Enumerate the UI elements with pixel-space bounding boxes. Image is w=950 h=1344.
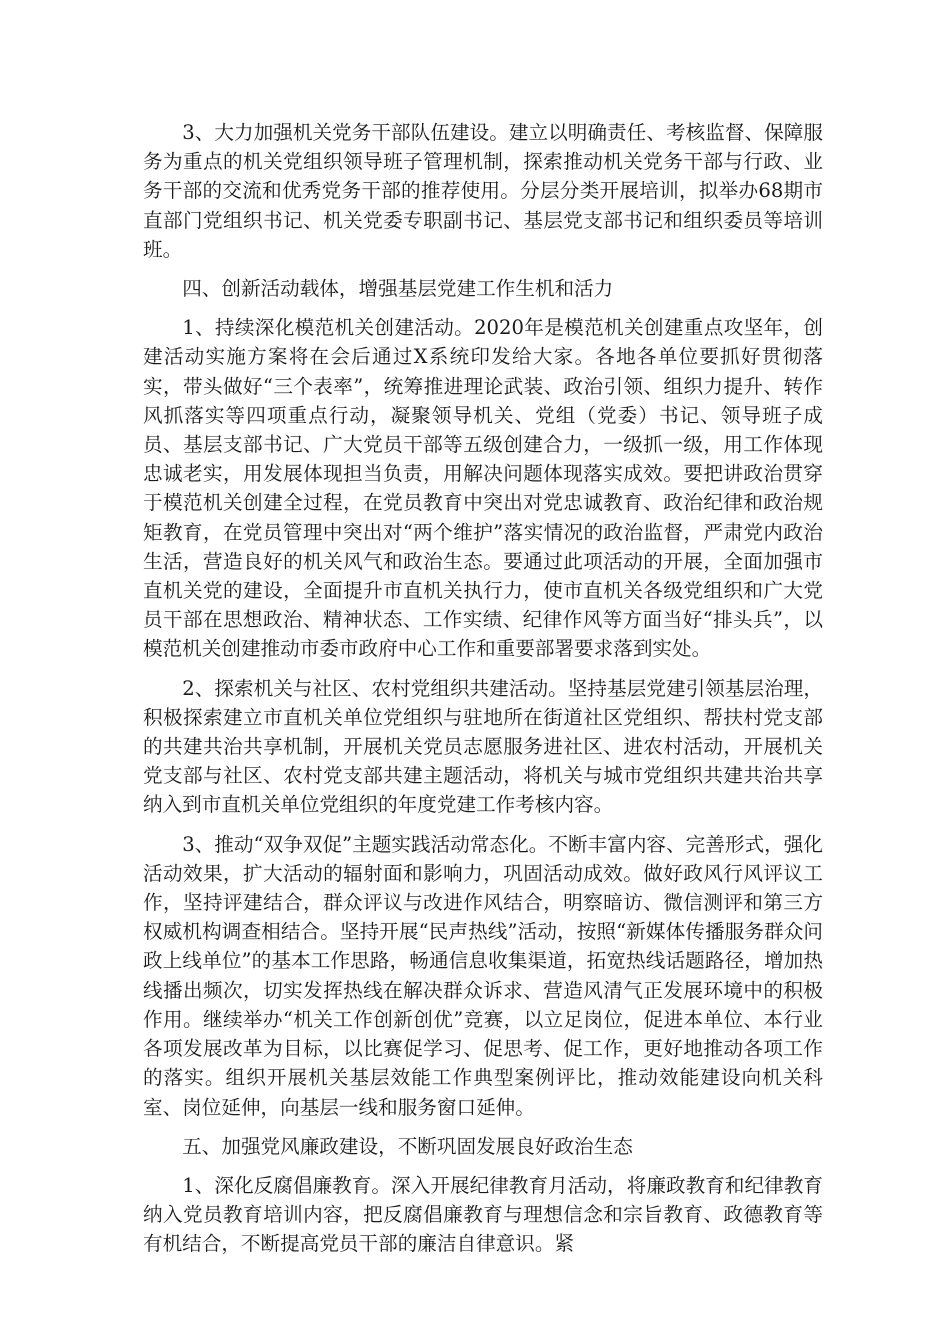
paragraph-3-shuangzheng-shuangcu: 3、推动“双争双促”主题实践活动常态化。不断丰富内容、完善形式，强化活动效果，扩大活动的辐射面和影响力，巩固活动成效。做好政风行风评议工作，坚持评建结合，群众评议与改进作风结合，明察暗访、微信测评和第三方权威机构调查相结合。坚持开展“民声热线”活动，按照“新媒体传播服务群众问政上线单位”的基本工作思路，畅通信息收集渠道，拓宽热线话题路径，增加热线播出频次，切实发挥热线在解决群众诉求、营造风清气正发展环境中的积极作用。继续举办“机关工作创新创优”竞赛，以立足岗位，促进本单位、本行业各项发展改革为目标，以比赛促学习、促思考、促工作，更好地推动各项工作的落实。组织开展机关基层效能工作典型案例评比，推动效能建设向机关科室、岗位延伸，向基层一线和服务窗口延伸。 [143,832,823,1119]
paragraph-3-party-cadre-team: 3、大力加强机关党务干部队伍建设。建立以明确责任、考核监督、保障服务为重点的机关党组织领导班子管理机制，探索推动机关党务干部与行政、业务干部的交流和优秀党务干部的推荐使用。分层分类开展培训，拟举办68期市直部门党组织书记、机关党委专职副书记、基层党支部书记和组织委员等培训班。 [143,121,823,261]
paragraph-1-anti-corruption: 1、深化反腐倡廉教育。深入开展纪律教育月活动，将廉政教育和纪律教育纳入党员教育培训内容，把反腐倡廉教育与理想信念和宗旨教育、政德教育等有机结合，不断提高党员干部的廉洁自律意识。紧 [143,1173,823,1256]
paragraph-1-model-organ: 1、持续深化模范机关创建活动。2020年是模范机关创建重点攻坚年，创建活动实施方案将在会后通过X系统印发给大家。各地各单位要抓好贯彻落实，带头做好“三个表率”，统筹推进理论武装、政治引领、组织力提升、转作风抓落实等四项重点行动，凝聚领导机关、党组（党委）书记、领导班子成员、基层支部书记、广大党员干部等五级创建合力，一级抓一级，用工作体现忠诚老实，用发展体现担当负责，用解决问题体现落实成效。要把讲政治贯穿于模范机关创建全过程，在党员教育中突出对党忠诚教育、政治纪律和政治规矩教育，在党员管理中突出对“两个维护”落实情况的政治监督，严肃党内政治生活，营造良好的机关风气和政治生态。要通过此项活动的开展，全面加强市直机关党的建设，全面提升市直机关执行力，使市直机关各级党组织和广大党员干部在思想政治、精神状态、工作实绩、纪律作风等方面当好“排头兵”，以模范机关创建推动市委市政府中心工作和重要部署要求落到实处。 [143,316,823,661]
document-body [143,118,823,1269]
section-heading-5: 五、加强党风廉政建设，不断巩固发展良好政治生态 [182,1134,633,1158]
section-heading-4: 四、创新活动载体，增强基层党建工作生机和活力 [182,277,614,301]
paragraph-2-community-cobuild: 2、探索机关与社区、农村党组织共建活动。坚持基层党建引领基层治理，积极探索建立市直机关单位党组织与驻地所在街道社区党组织、帮扶村党支部的共建共治共享机制，开展机关党员志愿服务进社区、进农村活动，开展机关党支部与社区、农村党支部共建主题活动，将机关与城市党组织共建共治共享纳入到市直机关单位党组织的年度党建工作考核内容。 [143,676,823,817]
